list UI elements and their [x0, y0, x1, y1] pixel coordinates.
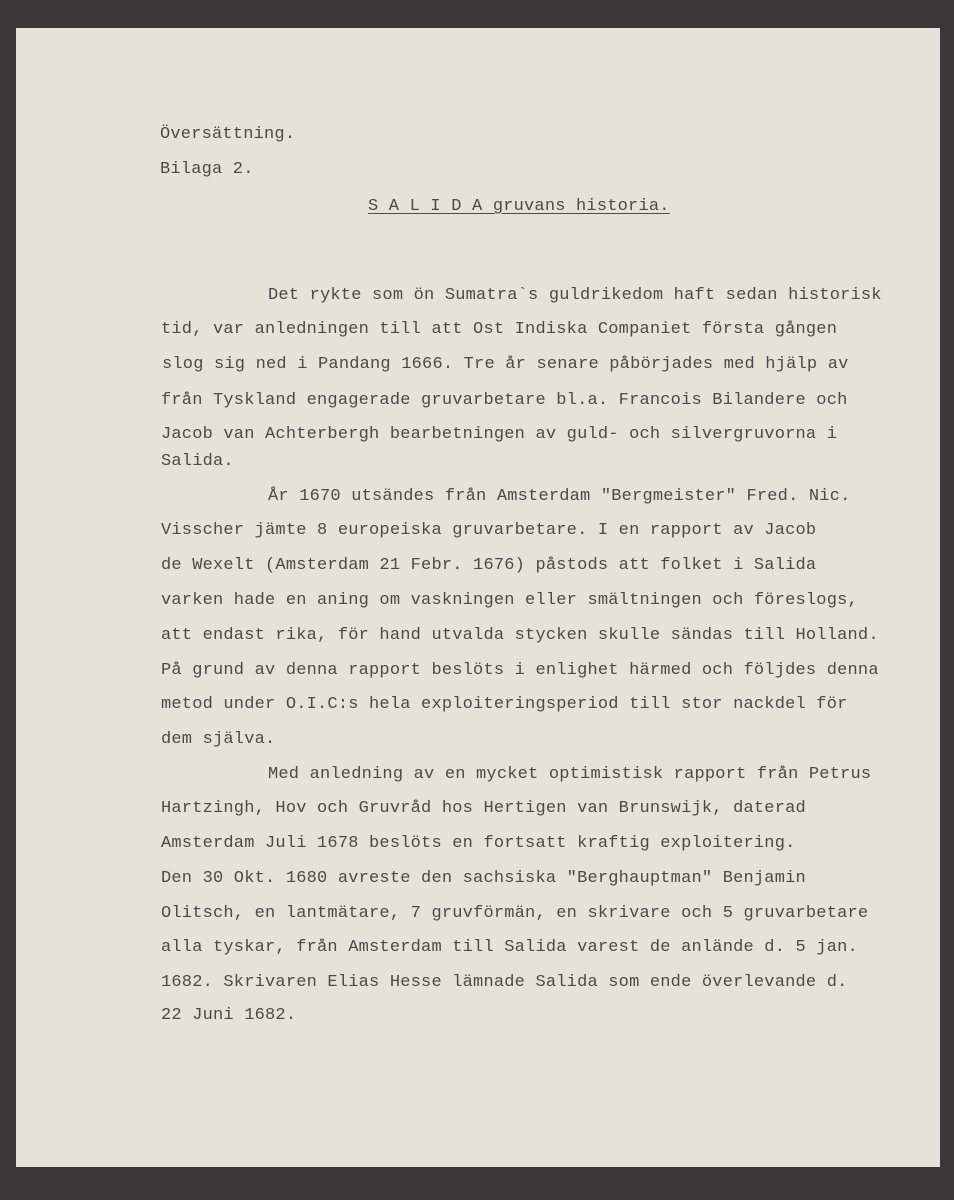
paragraph-1-line: Jacob van Achterbergh bearbetningen av guld- och silvergruvorna i [161, 425, 838, 444]
paragraph-3-line: Hartzingh, Hov och Gruvråd hos Hertigen van Brunswijk, daterad [161, 799, 806, 818]
document-title: S A L I D A gruvans historia. [368, 197, 670, 216]
paragraph-3-line: Olitsch, en lantmätare, 7 gruvförmän, en skrivare och 5 gruvarbetare [161, 904, 869, 923]
paragraph-2-line: dem själva. [161, 730, 276, 749]
paragraph-1-line: Salida. [161, 452, 234, 471]
paragraph-2-line: metod under O.I.C:s hela exploiteringsperiod till stor nackdel för [161, 695, 848, 714]
paragraph-2-line: På grund av denna rapport beslöts i enlighet härmed och följdes denna [161, 661, 879, 680]
paragraph-3-line: 22 Juni 1682. [161, 1006, 297, 1025]
paragraph-3-line: 1682. Skrivaren Elias Hesse lämnade Salida som ende överlevande d. [161, 973, 848, 992]
paragraph-1-line: slog sig ned i Pandang 1666. Tre år senare påbörjades med hjälp av [162, 355, 849, 374]
paragraph-2-line: År 1670 utsändes från Amsterdam "Bergmeister" Fred. Nic. [268, 487, 851, 506]
paragraph-1-line: från Tyskland engagerade gruvarbetare bl.a. Francois Bilandere och [161, 391, 848, 410]
paragraph-3-line: Amsterdam Juli 1678 beslöts en fortsatt kraftig exploitering. [161, 834, 796, 853]
paragraph-1-line: tid, var anledningen till att Ost Indiska Companiet första gången [161, 320, 838, 339]
paragraph-3-line: Med anledning av en mycket optimistisk rapport från Petrus [268, 765, 872, 784]
paragraph-2-line: att endast rika, för hand utvalda stycken skulle sändas till Holland. [161, 626, 879, 645]
appendix-label: Bilaga 2. [160, 160, 254, 179]
paragraph-2-line: Visscher jämte 8 europeiska gruvarbetare. I en rapport av Jacob [161, 521, 817, 540]
paragraph-3-line: Den 30 Okt. 1680 avreste den sachsiska "Berghauptman" Benjamin [161, 869, 806, 888]
paragraph-2-line: varken hade en aning om vaskningen eller smältningen och föreslogs, [161, 591, 858, 610]
paragraph-2-line: de Wexelt (Amsterdam 21 Febr. 1676) påstods att folket i Salida [161, 556, 817, 575]
paragraph-1-line: Det rykte som ön Sumatra`s guldrikedom haft sedan historisk [268, 286, 882, 305]
paragraph-3-line: alla tyskar, från Amsterdam till Salida varest de anlände d. 5 jan. [161, 938, 858, 957]
document-label: Översättning. [160, 125, 296, 144]
